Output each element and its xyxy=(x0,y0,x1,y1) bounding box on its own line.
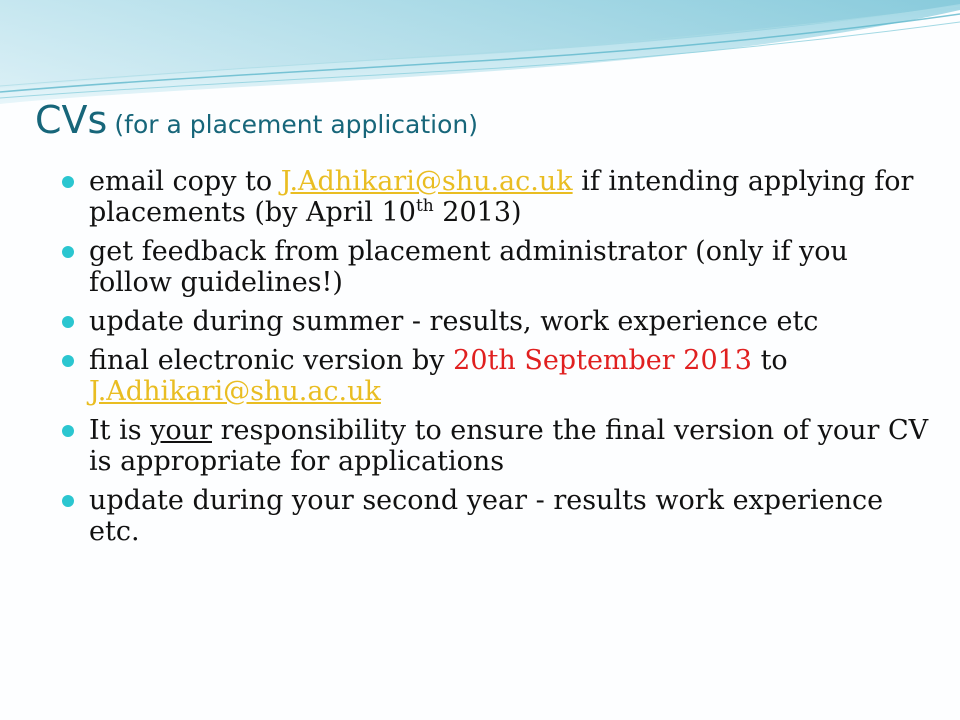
bullet-second-year: update during your second year - results work experience etc. xyxy=(62,485,932,547)
bullet-text: if intending applying for placements (by April 10 xyxy=(89,166,914,228)
bullet-email-copy xyxy=(62,166,932,228)
title-subtitle: (for a placement application) xyxy=(114,110,479,139)
bullet-text: email copy to xyxy=(89,166,281,197)
email-link[interactable]: J.Adhikari@shu.ac.uk xyxy=(89,376,381,407)
deadline-highlight: 20th September 2013 xyxy=(453,345,752,376)
email-link[interactable]: J.Adhikari@shu.ac.uk xyxy=(280,166,573,197)
bullet-update-summer: update during summer - results, work experience etc xyxy=(62,306,932,337)
bullet-text: 2013) xyxy=(433,197,522,228)
bullet-text: final electronic version by xyxy=(89,345,454,376)
bullet-final-version xyxy=(62,345,932,407)
bullet-text: responsibility to ensure the final version of your CV is appropriate for applications xyxy=(89,415,929,477)
slide-title xyxy=(35,98,478,142)
bullet-responsibility xyxy=(62,415,932,477)
emphasis-underline: your xyxy=(150,415,212,446)
header-wave-decoration xyxy=(0,0,960,110)
bullet-feedback: get feedback from placement administrator (only if you follow guidelines!) xyxy=(62,236,932,298)
title-main: CVs xyxy=(35,98,108,142)
bullet-list xyxy=(62,166,932,555)
superscript: th xyxy=(415,196,434,216)
bullet-text: It is xyxy=(89,415,151,446)
bullet-text: to xyxy=(752,345,788,376)
